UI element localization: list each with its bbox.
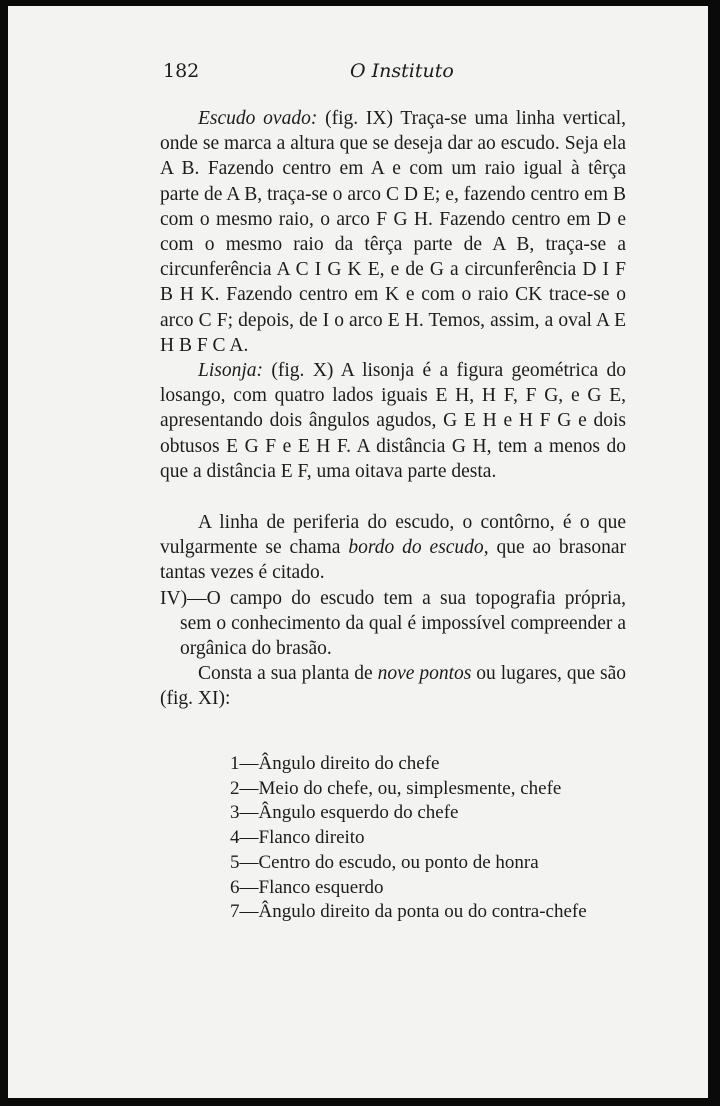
list-item: 7—Ângulo direito da ponta ou do contra-chefe [230, 901, 587, 923]
list-item: 5—Centro do escudo, ou ponto de honra [230, 851, 539, 873]
list-item: 6—Flanco esquerdo [230, 876, 384, 898]
running-title: O Instituto [350, 60, 454, 82]
paragraph-escudo-ovado [160, 106, 626, 358]
term-bordo-do-escudo: bordo do escudo [348, 537, 484, 559]
list-item: 1—Ângulo direito do chefe [230, 753, 440, 774]
list-item: 2—Meio do chefe, ou, simplesmente, chefe [230, 777, 562, 799]
list-item: 3—Ângulo esquerdo do chefe [230, 802, 459, 824]
term-lisonja: Lisonja: [198, 360, 264, 382]
paragraph-text: A linha de periferia do escudo, o contôrno, é o que vulgarmente se chama [160, 512, 626, 559]
points-list [230, 752, 650, 925]
list-item: 4—Flanco direito [230, 827, 365, 849]
paragraph-bordo [160, 510, 626, 586]
paragraph-planta [160, 661, 626, 711]
paragraph-text: ou lugares, que são (fig. XI): [160, 663, 626, 710]
paragraph-text: Consta a sua planta de [198, 663, 378, 685]
term-nove-pontos: nove pontos [377, 663, 472, 685]
paragraph-text: , que ao brasonar tantas vezes é citado. [160, 537, 627, 584]
paragraph-text: (fig. IX) Traça-se uma linha vertical, onde se marca a altura que se deseja dar ao escudo. Seja ela A B. Fazendo centro em A e com um raio igual à têrça parte de A B, traça-se o arco C D E; e, fazendo centro em B com o mesmo raio, o arco F G H. Fazendo centro em D e com o mesmo raio da têrça parte de A B, traça-se a circunferência A C I G K E, e de G a circunferência D I F B H K. Fazendo centro em K e com o raio CK trace-se o arco C F; depois, de I o arco E H. Temos, assim, a oval A E H B F C A. [160, 108, 626, 356]
body-text [160, 106, 626, 712]
paragraph-text: (fig. X) A lisonja é a figura geométrica do losango, com quatro lados iguais E H, H F, F G, e G E, apresentando dois ângulos agudos, G E H e H F G e dois obtusos E G F e E H F. A distância G H, tem a menos do que a distância E F, uma oitava parte desta. [160, 360, 626, 482]
term-escudo-ovado: Escudo ovado: [198, 108, 318, 129]
paragraph-lisonja [160, 358, 626, 484]
page-header [8, 60, 708, 90]
paragraph-campo: IV)—O campo do escudo tem a sua topografia própria, sem o conhecimento da qual é impossível compreender a orgânica do brasão. [160, 587, 626, 660]
page-number: 182 [163, 60, 200, 82]
book-page [8, 6, 708, 1098]
